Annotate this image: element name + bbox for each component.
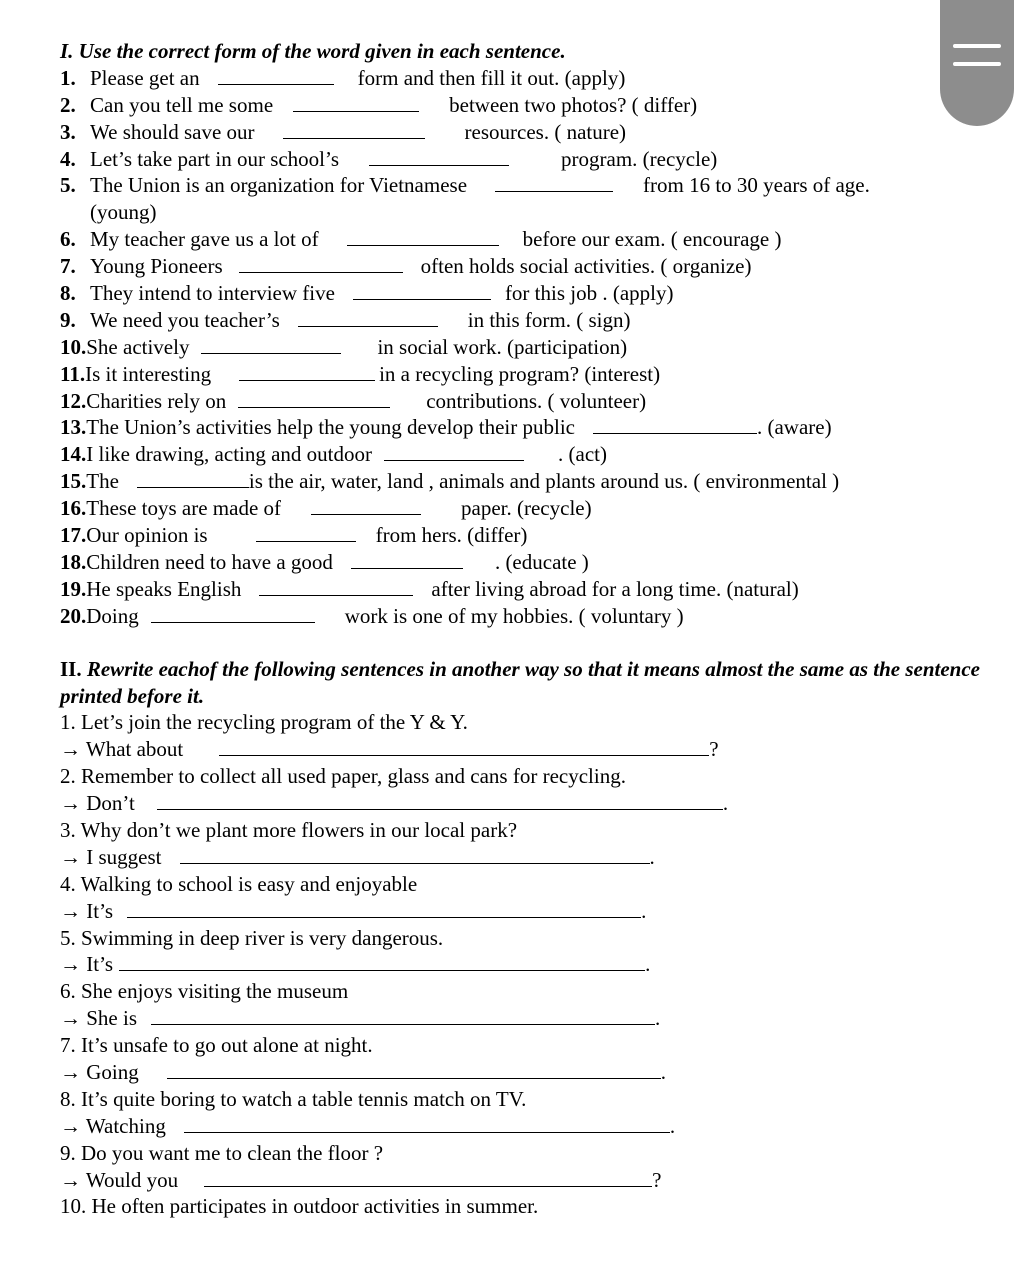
answer-blank[interactable] (256, 524, 356, 542)
item-text-after: form and then fill it out. (apply) (357, 65, 626, 90)
item-text-after: from hers. (differ) (375, 523, 528, 548)
rewrite-lead: → Would you (60, 1167, 179, 1192)
exercise-item (60, 388, 990, 415)
original-sentence: 1. Let’s join the recycling program of the Y & Y. (60, 710, 468, 735)
original-sentence: 6. She enjoys visiting the museum (60, 979, 349, 1004)
rewrite-end: . (655, 1006, 661, 1031)
item-text-after: resources. ( nature) (464, 119, 627, 144)
item-number: 1. (60, 65, 76, 90)
exercise-item (60, 119, 990, 146)
rewrite-end: . (645, 952, 651, 977)
item-text-before: I like drawing, acting and outdoor (86, 442, 373, 467)
item-number: 19. (60, 576, 87, 601)
exercise-item (60, 414, 990, 441)
section-2-numeral: II. (60, 656, 82, 681)
answer-blank[interactable] (351, 551, 463, 569)
rewrite-lead: → It’s (60, 952, 114, 977)
item-text-before: We need you teacher’s (90, 307, 280, 332)
original-sentence: 2. Remember to collect all used paper, glass and cans for recycling. (60, 764, 626, 789)
answer-blank[interactable] (293, 94, 419, 112)
item-text-after: . (aware) (756, 415, 832, 440)
answer-blank[interactable] (119, 953, 645, 971)
section-1-heading: I. Use the correct form of the word given in each sentence. (60, 39, 566, 63)
exercise-item (60, 307, 990, 334)
rewrite-lead: → Don’t (60, 791, 135, 816)
answer-blank[interactable] (127, 900, 641, 918)
item-text-after: is the air, water, land , animals and plants around us. ( environmental ) (248, 469, 840, 494)
section-2-heading (60, 656, 990, 710)
item-number: 12. (60, 388, 87, 413)
original-sentence: 4. Walking to school is easy and enjoyable (60, 871, 418, 896)
answer-blank[interactable] (239, 363, 375, 381)
rewrite-lead: → She is (60, 1006, 138, 1031)
item-text-after: between two photos? ( differ) (449, 92, 698, 117)
exercise-item (60, 226, 990, 253)
answer-blank[interactable] (201, 336, 341, 354)
exercise-item (60, 603, 990, 630)
rewrite-end: ? (652, 1167, 662, 1192)
item-text-after: contributions. ( volunteer) (426, 388, 647, 413)
rewrite-line (60, 844, 990, 871)
item-text-before: Doing (86, 603, 139, 628)
item-number: 16. (60, 496, 87, 521)
original-sentence: 10. He often participates in outdoor activities in summer. (60, 1194, 539, 1219)
rewrite-lead: → Going (60, 1060, 139, 1084)
item-text-after: paper. (recycle) (461, 496, 592, 521)
answer-blank[interactable] (218, 67, 334, 85)
item-text-before: Can you tell me some (90, 92, 274, 117)
rewrite-lead: → Watching (60, 1113, 166, 1138)
original-sentence: 8. It’s quite boring to watch a table tennis match on TV. (60, 1086, 527, 1111)
answer-blank[interactable] (369, 148, 509, 166)
answer-blank[interactable] (151, 1007, 655, 1025)
rewrite-line (60, 1005, 990, 1032)
item-text-after: in a recycling program? (interest) (379, 361, 661, 386)
item-number: 5. (60, 173, 76, 198)
rewrite-lead: → I suggest (60, 844, 162, 869)
exercise-item (60, 280, 990, 307)
answer-blank[interactable] (347, 228, 499, 246)
item-text-after: work is one of my hobbies. ( voluntary ) (344, 603, 684, 628)
item-text-after: in social work. (participation) (377, 334, 628, 359)
rewrite-line (60, 736, 990, 763)
rewrite-line (60, 951, 990, 978)
rewrite-end: . (649, 844, 655, 869)
answer-blank[interactable] (219, 738, 709, 756)
item-number: 3. (60, 119, 76, 144)
answer-blank[interactable] (311, 497, 421, 515)
item-text-before: We should save our (90, 119, 255, 144)
item-number: 11. (60, 361, 86, 386)
item-text-before: Please get an (90, 65, 200, 90)
answer-blank[interactable] (157, 792, 723, 810)
rewrite-line (60, 1113, 990, 1140)
exercise-item (60, 361, 990, 388)
item-text-before: The Union’s activities help the young develop their public (86, 415, 575, 440)
item-number: 20. (60, 603, 87, 628)
answer-blank[interactable] (384, 443, 524, 461)
item-continuation: (young) (90, 200, 157, 225)
answer-blank[interactable] (283, 121, 425, 139)
rewrite-line (60, 1167, 990, 1194)
section-2-heading-text: Rewrite eachof the following sentences in another way so that it means almost the same as the sentence printed before it. (60, 656, 980, 708)
exercise-item (60, 495, 990, 522)
answer-blank[interactable] (239, 255, 403, 273)
item-number: 4. (60, 146, 76, 171)
exercise-item (60, 334, 990, 361)
rewrite-end: . (641, 898, 647, 923)
item-number: 18. (60, 549, 87, 574)
item-number: 17. (60, 523, 87, 548)
item-text-before: He speaks English (86, 576, 242, 601)
item-number: 13. (60, 415, 87, 440)
item-text-after: before our exam. ( encourage ) (522, 227, 782, 252)
item-text-before: My teacher gave us a lot of (90, 227, 319, 252)
original-sentence: 9. Do you want me to clean the floor ? (60, 1140, 384, 1165)
exercise-item (60, 576, 990, 603)
answer-blank[interactable] (593, 416, 757, 434)
exercise-item (60, 92, 990, 119)
exercise-item (60, 146, 990, 173)
item-text-after: often holds social activities. ( organize) (420, 254, 752, 279)
answer-blank[interactable] (151, 605, 315, 623)
exercise-item (60, 522, 990, 549)
item-text-after: program. (recycle) (561, 146, 718, 171)
original-sentence: 3. Why don’t we plant more flowers in our local park? (60, 817, 518, 842)
exercise-item (60, 65, 990, 92)
item-text-after: for this job . (apply) (504, 281, 674, 306)
exercise-item (60, 172, 990, 199)
section-spacer (60, 630, 990, 656)
item-number: 9. (60, 307, 76, 332)
item-text-after: . (act) (558, 442, 607, 467)
rewrite-end: . (660, 1060, 666, 1084)
exercise-item (60, 441, 990, 468)
answer-blank[interactable] (298, 309, 438, 327)
item-text-before: These toys are made of (86, 496, 282, 521)
item-number: 2. (60, 92, 76, 117)
answer-blank[interactable] (184, 1115, 670, 1133)
item-text-before: Let’s take part in our school’s (90, 146, 340, 171)
item-text-before: They intend to interview five (90, 281, 335, 306)
rewrite-line (60, 1059, 990, 1086)
answer-blank[interactable] (137, 470, 249, 488)
item-text-before: The Union is an organization for Vietnamese (90, 173, 468, 198)
item-text-before: She actively (86, 334, 190, 359)
exercise-item (60, 549, 990, 576)
answer-blank[interactable] (353, 282, 491, 300)
rewrite-lead: → It’s (60, 898, 114, 923)
answer-blank[interactable] (238, 390, 390, 408)
rewrite-lead: → What about (60, 737, 184, 762)
original-sentence: 7. It’s unsafe to go out alone at night. (60, 1033, 373, 1058)
item-text-after: from 16 to 30 years of age. (643, 173, 870, 198)
original-sentence: 5. Swimming in deep river is very dangerous. (60, 925, 444, 950)
exercise-item (60, 468, 990, 495)
answer-blank[interactable] (167, 1061, 661, 1079)
item-text-after: . (educate ) (494, 549, 589, 574)
item-text-after: after living abroad for a long time. (natural) (431, 576, 799, 601)
item-text-before: Is it interesting (85, 361, 212, 386)
item-number: 15. (60, 469, 87, 494)
item-number: 7. (60, 254, 76, 279)
rewrite-line (60, 790, 990, 817)
item-number: 6. (60, 227, 76, 252)
answer-blank[interactable] (259, 578, 413, 596)
item-text-before: Charities rely on (86, 388, 227, 413)
rewrite-end: . (669, 1113, 676, 1138)
item-text-before: Young Pioneers (90, 254, 223, 279)
section-2-list (60, 709, 990, 1220)
item-text-after: in this form. ( sign) (467, 307, 631, 332)
rewrite-end: ? (709, 737, 719, 762)
item-text-before: Children need to have a good (86, 549, 333, 574)
item-number: 8. (60, 281, 76, 306)
worksheet (60, 38, 990, 1220)
item-number: 14. (60, 442, 87, 467)
answer-blank[interactable] (204, 1169, 652, 1187)
exercise-item (60, 253, 990, 280)
section-1-list (60, 65, 990, 630)
rewrite-end: . (722, 791, 729, 816)
answer-blank[interactable] (180, 846, 650, 864)
item-text-before: The (86, 469, 119, 494)
answer-blank[interactable] (495, 174, 613, 192)
rewrite-line (60, 898, 990, 925)
item-number: 10. (60, 334, 87, 359)
item-text-before: Our opinion is (86, 523, 208, 548)
